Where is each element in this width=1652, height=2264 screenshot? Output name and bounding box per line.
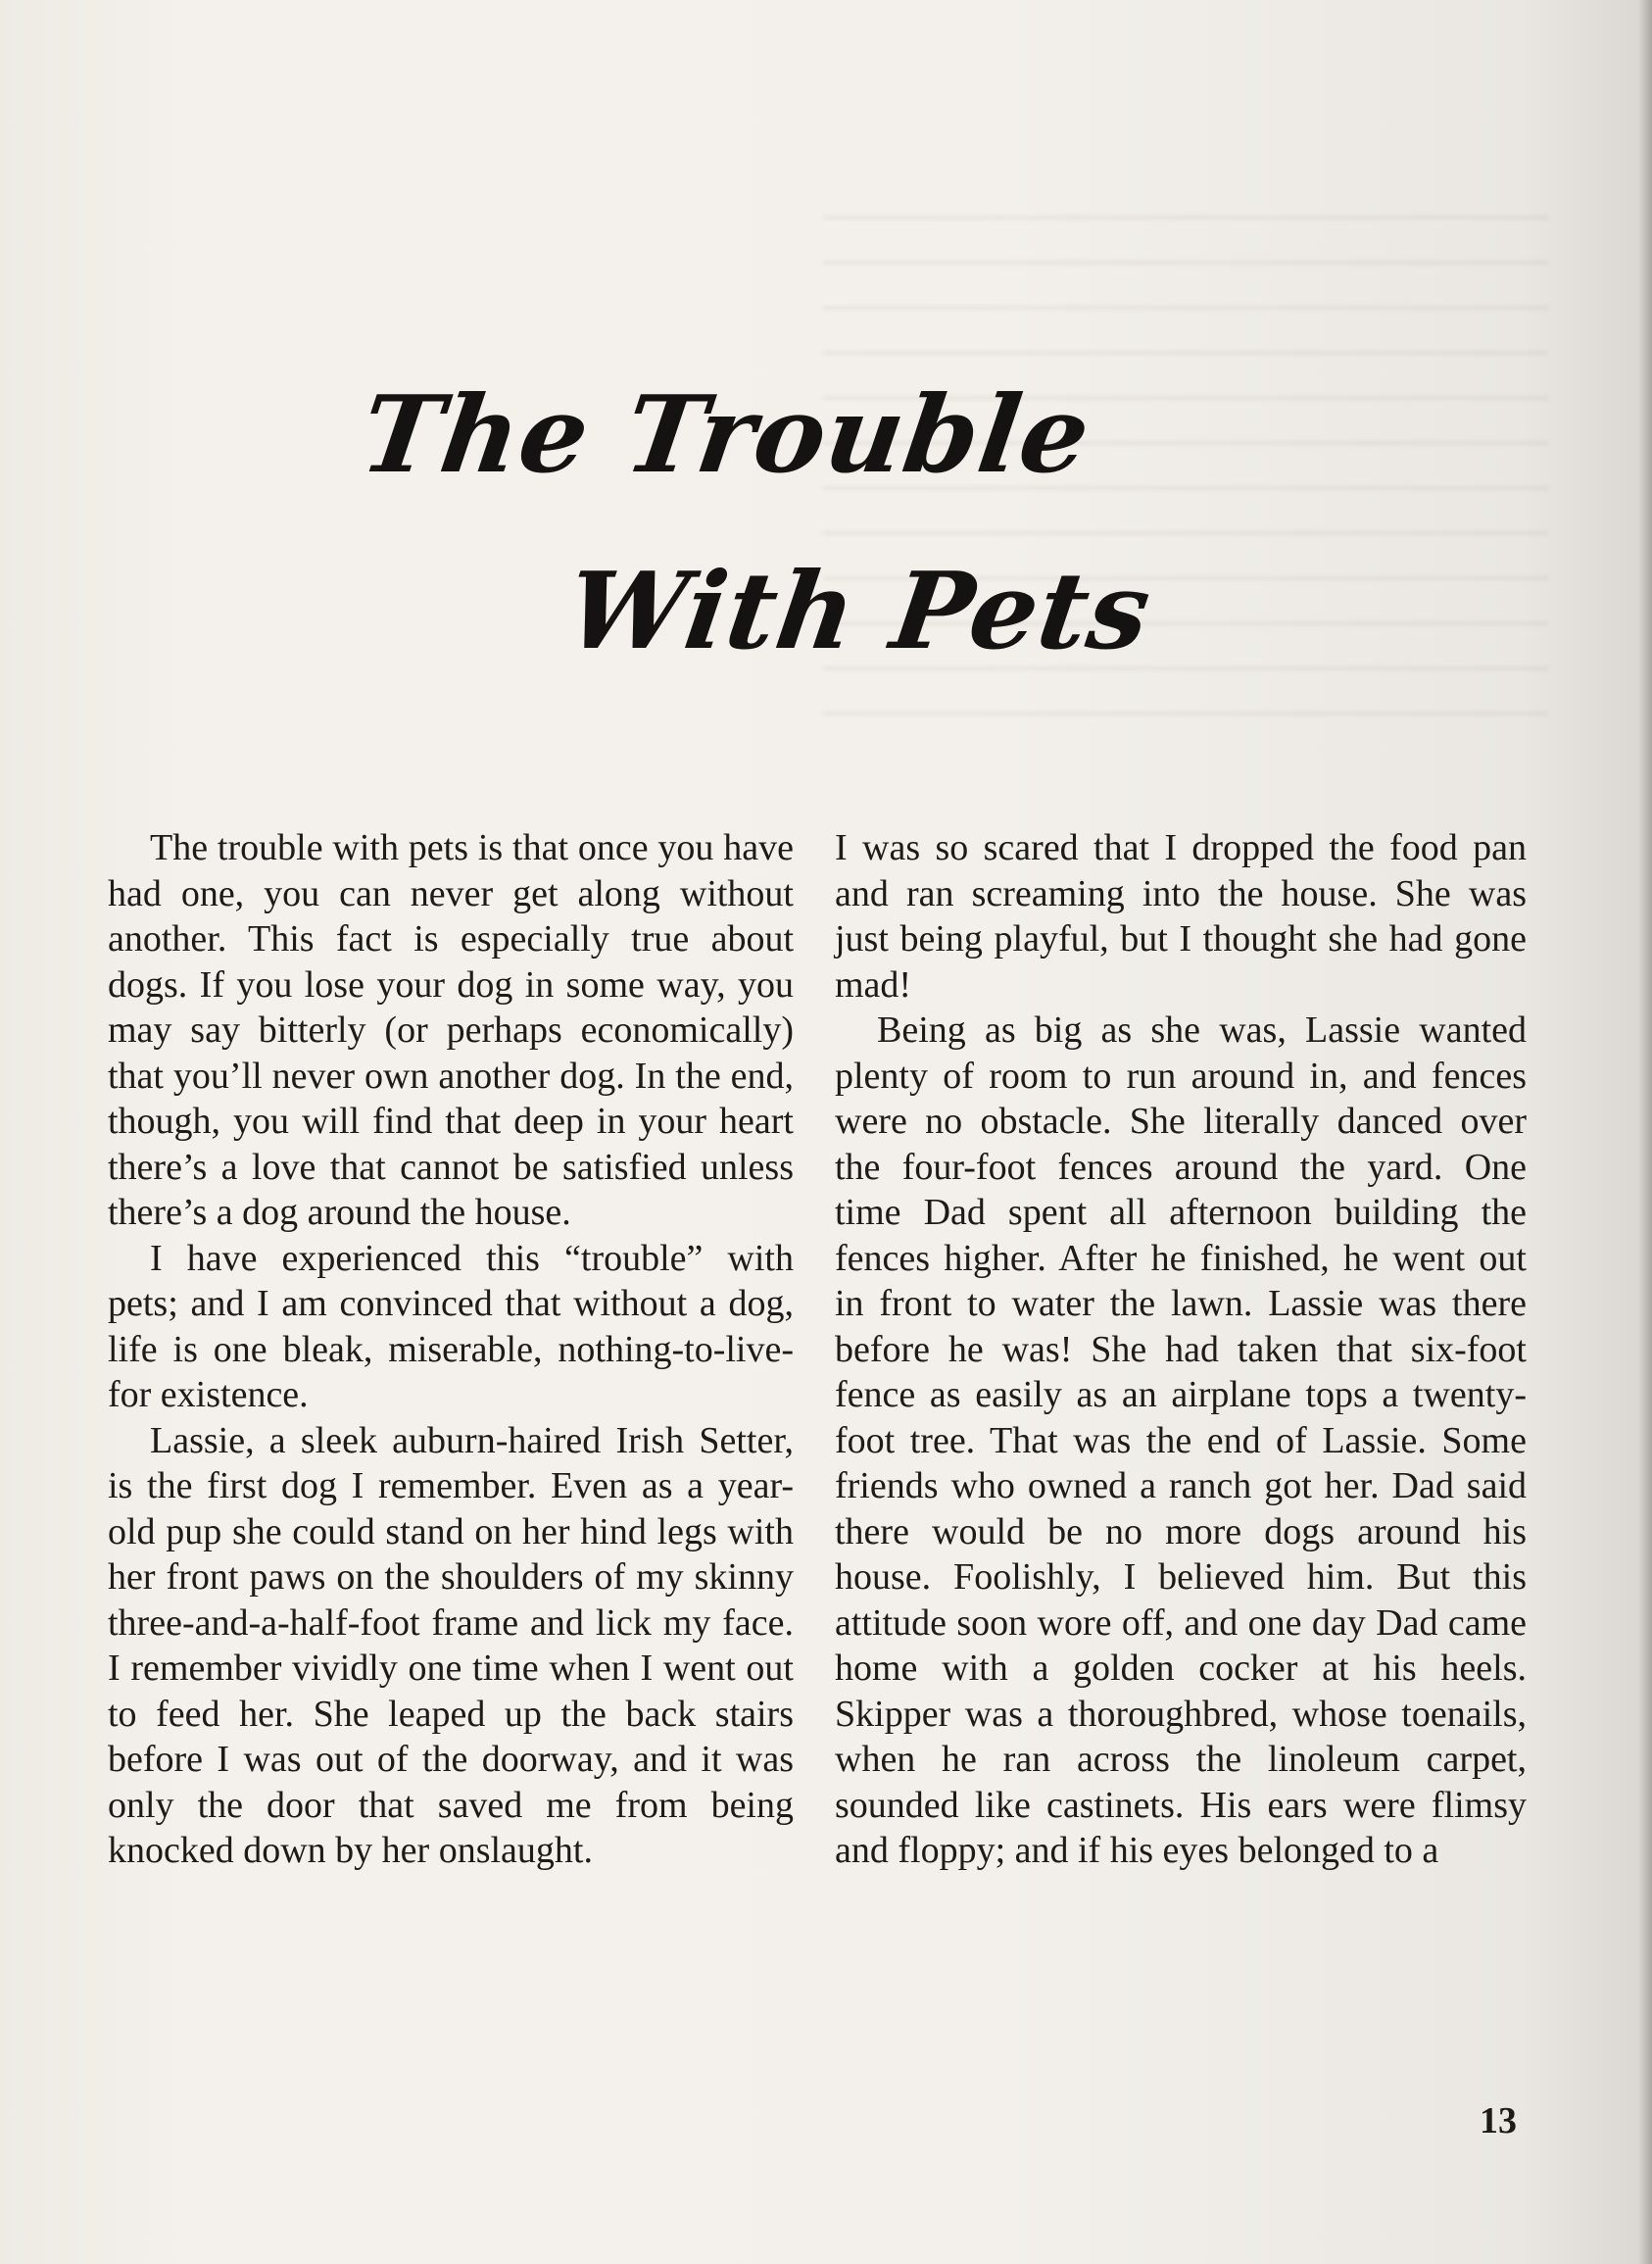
title-line-2: With Pets <box>559 550 1158 673</box>
page-number: 13 <box>1480 2100 1517 2141</box>
paragraph: I was so scared that I dropped the food pan and ran screaming into the house. She was just being playful, but I thought she had gone mad! <box>835 827 1527 1006</box>
paragraph: Being as big as she was, Lassie wanted plenty of room to run around in, and fences were no obstacle. She literally danced over the four-foot fences around the yard. One time Dad spent all afternoon building the fences higher. After he finished, he went out in front to water the lawn. Lassie was there before he was! She had taken that six-foot fence as easily as an airplane tops a twenty-foot tree. That was the end of Lassie. Some friends who owned a ranch got her. Dad said there would be no more dogs around his house. Foolishly, I believed him. But this attitude soon wore off, and one day Dad came home with a golden cocker at his heels. Skipper was a thoroughbred, whose toenails, when he ran across the linoleum carpet, sounded like castinets. His ears were flimsy and floppy; and if his eyes belonged to a <box>835 1009 1527 1871</box>
paragraph: Lassie, a sleek auburn-haired Irish Setter, is the first dog I remember. Even as a year-old pup she could stand on her hind legs with her front paws on the shoulders of my skinny three-and-a-half-foot frame and lick my face. I remember vividly one time when I went out to feed her. She leaped up the back stairs before I was out of the doorway, and it was only the door that saved me from being knocked down by her onslaught. <box>108 1419 794 1871</box>
right-column <box>835 825 1527 1874</box>
article-title <box>323 363 1205 696</box>
paragraph: The trouble with pets is that once you have had one, you can never get along without another. This fact is especially true about dogs. If you lose your dog in some way, you may say bitterly (or perhaps economically) that you’ll never own another dog. In the end, though, you will find that deep in your heart there’s a love that cannot be satisfied unless there’s a dog around the house. <box>108 827 794 1233</box>
title-line-1: The Trouble <box>354 373 1098 497</box>
paragraph: I have experienced this “trouble” with pets; and I am convinced that without a dog, life is one bleak, miserable, nothing-to-live-for existence. <box>108 1237 794 1415</box>
left-column <box>108 825 794 1874</box>
page-edge-shadow <box>1638 0 1652 2264</box>
